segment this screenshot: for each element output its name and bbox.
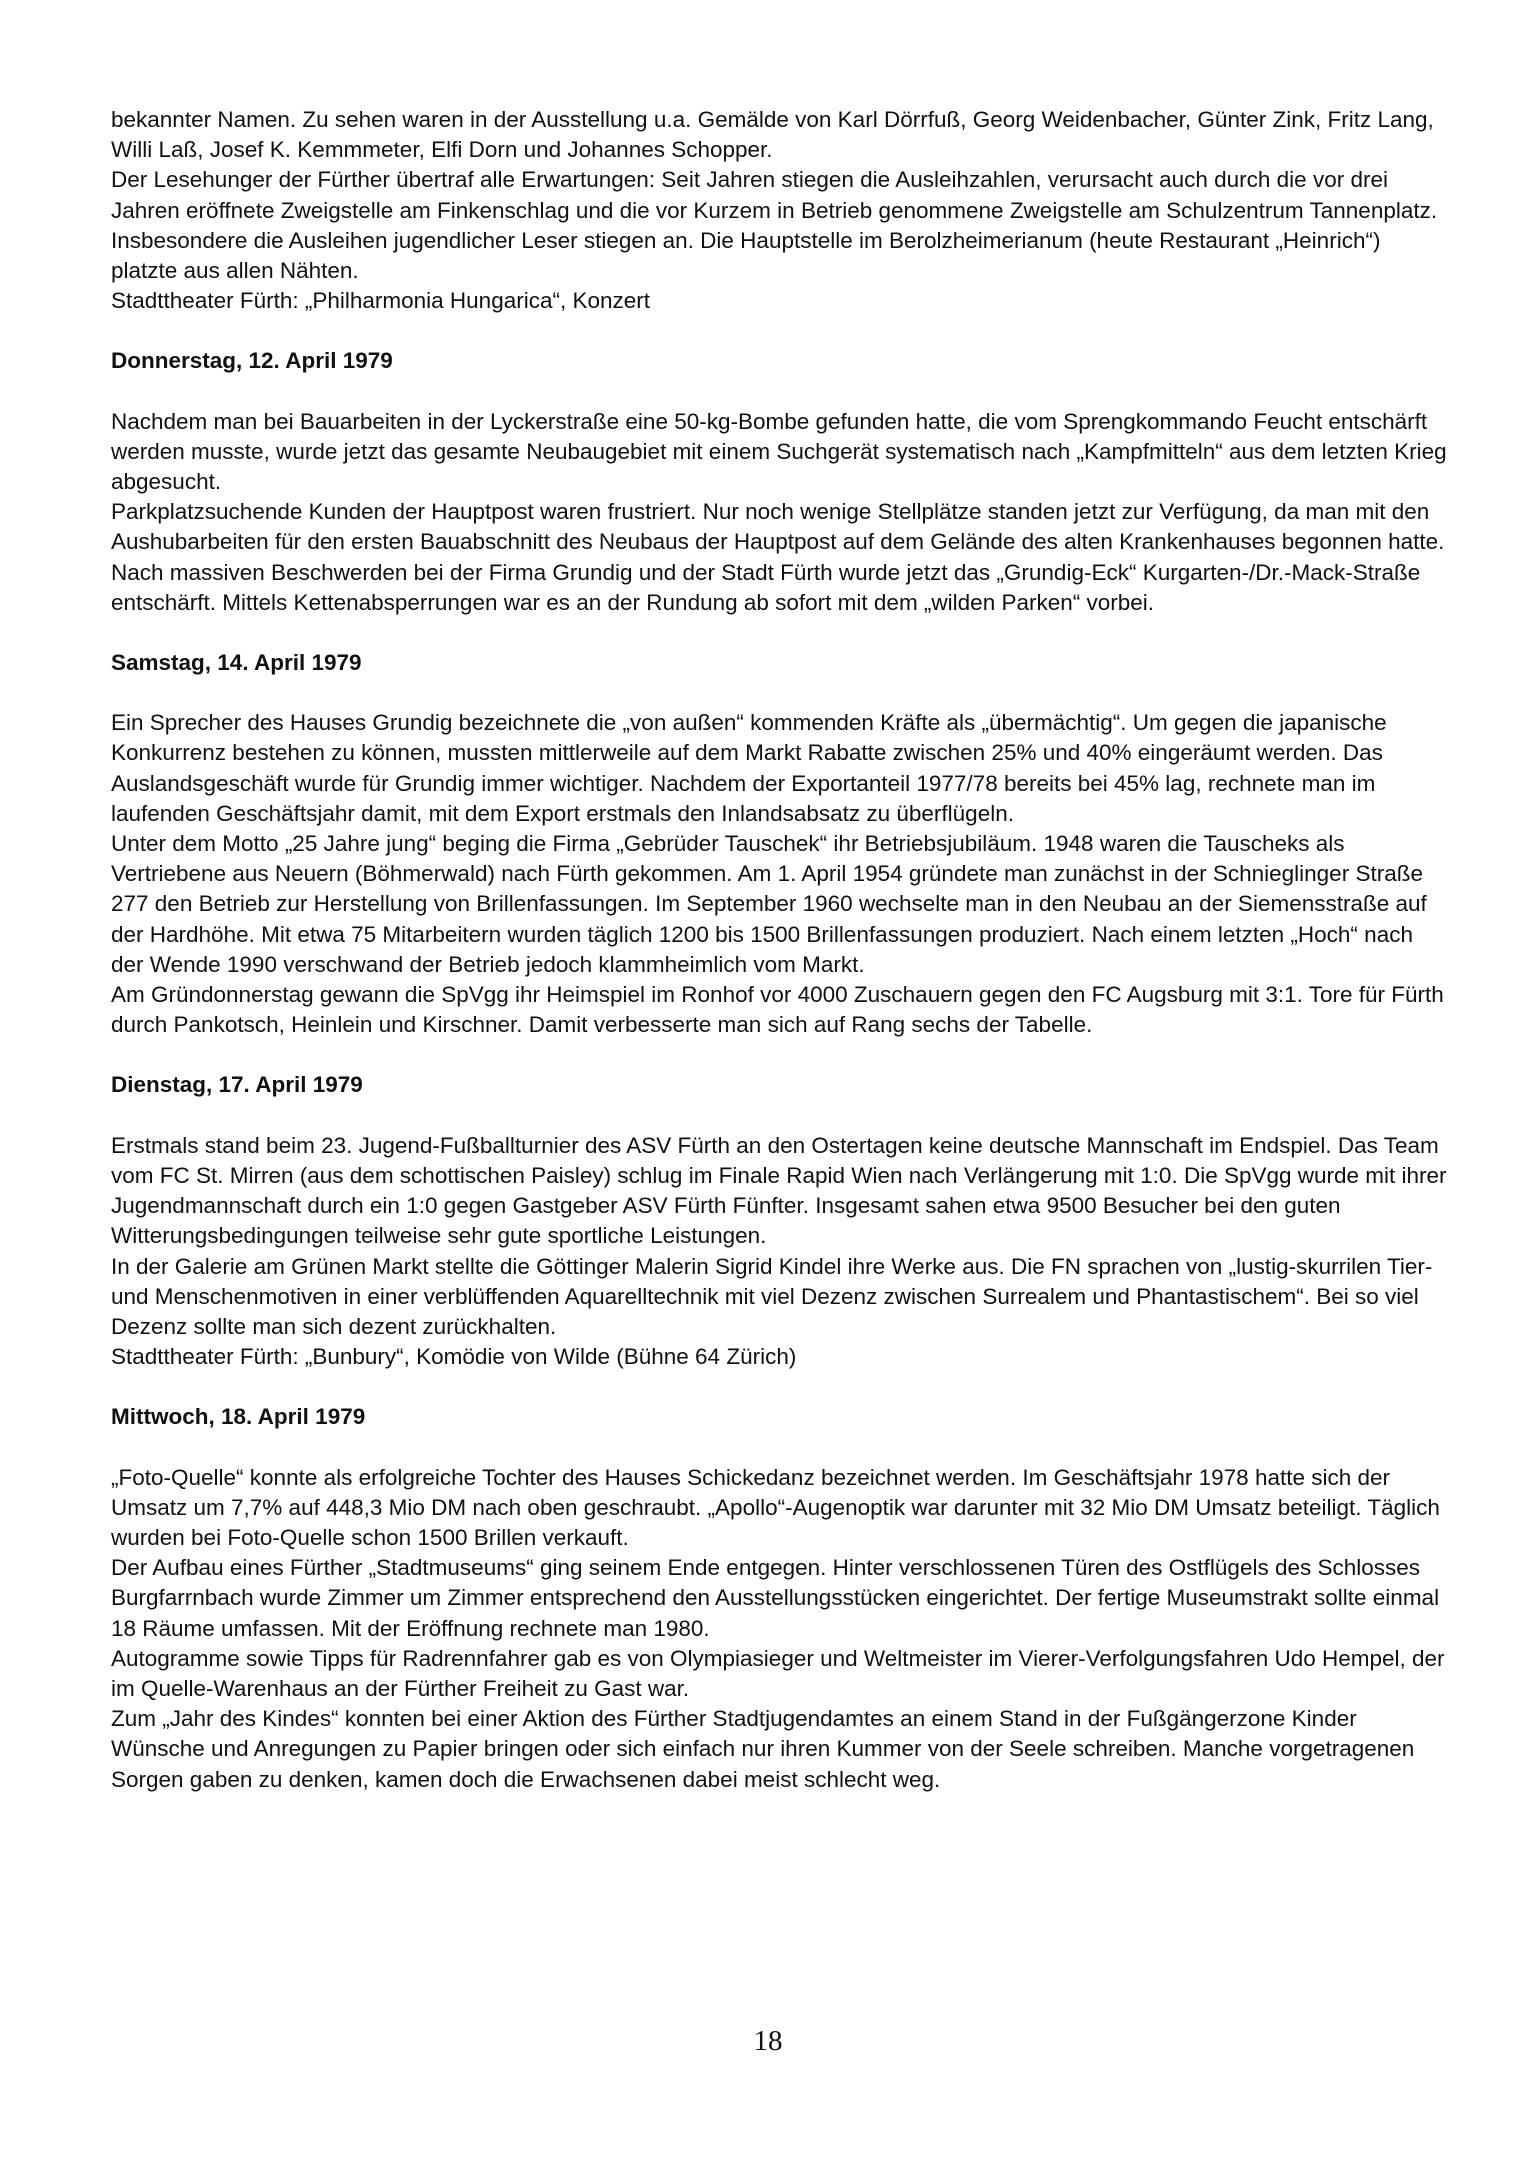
paragraph: Nachdem man bei Bauarbeiten in der Lyckerstraße eine 50-kg-Bombe gefunden hatte, die vom Sprengkommando Feucht entschärft werden musste, wurde jetzt das gesamte Neubaugebiet mit einem Suchgerät systematisch nach „Kampfmitteln“ aus dem letzten Krieg abgesucht. [111,408,1447,495]
date-heading: Donnerstag, 12. April 1979 [111,348,393,374]
paragraph: bekannter Namen. Zu sehen waren in der Ausstellung u.a. Gemälde von Karl Dörrfuß, Georg Weidenbacher, Günter Zink, Fritz Lang, Willi Laß, Josef K. Kemmmeter, Elfi Dorn und Johannes Schopper. [111,107,1434,163]
paragraph: „Foto-Quelle“ konnte als erfolgreiche Tochter des Hauses Schickedanz bezeichnet werden. Im Geschäftsjahr 1978 hatte sich der Umsatz um 7,7% auf 448,3 Mio DM nach oben geschraubt. „Apollo“-Augenoptik war darunter mit 32 Mio DM Umsatz beteiligt. Täglich wurden bei Foto-Quelle schon 1500 Brillen verkauft. [111,1464,1440,1550]
paragraph: In der Galerie am Grünen Markt stellte die Göttinger Malerin Sigrid Kindel ihre Werke aus. Die FN sprachen von „lustig-skurrilen Tier- und Menschenmotiven in einer verblüffenden Aquarelltechnik mit viel Dezenz zwischen Surrealem und Phantastischem“. Bei so viel Dezenz sollte man sich dezent zurückhalten. [111,1253,1433,1339]
paragraph: Stadttheater Fürth: „Bunbury“, Komödie von Wilde (Bühne 64 Zürich) [111,1344,797,1370]
paragraph: Autogramme sowie Tipps für Radrennfahrer gab es von Olympiasieger und Weltmeister im Vierer-Verfolgungsfahren Udo Hempel, der im Quelle-Warenhaus an der Fürther Freiheit zu Gast war. [111,1645,1445,1701]
date-heading: Dienstag, 17. April 1979 [111,1072,363,1098]
paragraph: Ein Sprecher des Hauses Grundig bezeichnete die „von außen“ kommenden Kräfte als „übermächtig“. Um gegen die japanische Konkurrenz bestehen zu können, mussten mittlerweile auf dem Markt Rabatte zwischen 25% und 40% eingeräumt werden. Das Auslandsgeschäft wurde für Grundig immer wichtiger. Nachdem der Exportanteil 1977/78 bereits bei 45% lag, rechnete man im laufenden Geschäftsjahr damit, mit dem Export erstmals den Inlandsabsatz zu überflügeln. [111,710,1387,826]
paragraph: Parkplatzsuchende Kunden der Hauptpost waren frustriert. Nur noch wenige Stellplätze standen jetzt zur Verfügung, da man mit den Aushubarbeiten für den ersten Bauabschnitt des Neubaus der Hauptpost auf dem Gelände des alten Krankenhauses begonnen hatte. [111,499,1445,555]
paragraph: Unter dem Motto „25 Jahre jung“ beging die Firma „Gebrüder Tauschek“ ihr Betriebsjubiläum. 1948 waren die Tauscheks als Vertriebene aus Neuern (Böhmerwald) nach Fürth gekommen. Am 1. April 1954 gründete man zunächst in der Schnieglinger Straße 277 den Betrieb zur Herstellung von Brillenfassungen. Im September 1960 wechselte man in den Neubau an der Siemensstraße auf der Hardhöhe. Mit etwa 75 Mitarbeitern wurden täglich 1200 bis 1500 Brillenfassungen produziert. Nach einem letzten „Hoch“ nach der Wende 1990 verschwand der Betrieb jedoch klammheimlich vom Markt. [111,831,1427,977]
page-number: 18 [753,2025,783,2057]
document-body [111,105,1451,1795]
paragraph: Zum „Jahr des Kindes“ konnten bei einer Aktion des Fürther Stadtjugendamtes an einem Stand in der Fußgängerzone Kinder Wünsche und Anregungen zu Papier bringen oder sich einfach nur ihren Kummer von der Seele schreiben. Manche vorgetragenen Sorgen gaben zu denken, kamen doch die Erwachsenen dabei meist schlecht weg. [111,1706,1415,1792]
date-heading: Samstag, 14. April 1979 [111,650,362,676]
paragraph: Stadttheater Fürth: „Philharmonia Hungarica“, Konzert [111,288,651,314]
paragraph: Nach massiven Beschwerden bei der Firma Grundig und der Stadt Fürth wurde jetzt das „Grundig-Eck“ Kurgarten-/Dr.-Mack-Straße entschärft. Mittels Kettenabsperrungen war es an der Rundung ab sofort mit dem „wilden Parken“ vorbei. [111,559,1421,615]
paragraph: Erstmals stand beim 23. Jugend-Fußballturnier des ASV Fürth an den Ostertagen keine deutsche Mannschaft im Endspiel. Das Team vom FC St. Mirren (aus dem schottischen Paisley) schlug im Finale Rapid Wien nach Verlängerung mit 1:0. Die SpVgg wurde mit ihrer Jugendmannschaft durch ein 1:0 gegen Gastgeber ASV Fürth Fünfter. Insgesamt sahen etwa 9500 Besucher bei den guten Witterungsbedingungen teilweise sehr gute sportliche Leistungen. [111,1132,1447,1249]
date-heading: Mittwoch, 18. April 1979 [111,1404,366,1430]
paragraph: Der Aufbau eines Fürther „Stadtmuseums“ ging seinem Ende entgegen. Hinter verschlossenen Türen des Ostflügels des Schlosses Burgfarrnbach wurde Zimmer um Zimmer entsprechend den Ausstellungsstücken eingerichtet. Der fertige Museumstrakt sollte einmal 18 Räume umfassen. Mit der Eröffnung rechnete man 1980. [111,1555,1440,1641]
paragraph: Der Lesehunger der Fürther übertraf alle Erwartungen: Seit Jahren stiegen die Ausleihzahlen, verursacht auch durch die vor drei Jahren eröffnete Zweigstelle am Finkenschlag und die vor Kurzem in Betrieb genommene Zweigstelle am Schulzentrum Tannenplatz. Insbesondere die Ausleihen jugendlicher Leser stiegen an. Die Hauptstelle im Berolzheimerianum (heute Restaurant „Heinrich“) platzte aus allen Nähten. [111,167,1438,284]
paragraph: Am Gründonnerstag gewann die SpVgg ihr Heimspiel im Ronhof vor 4000 Zuschauern gegen den FC Augsburg mit 3:1. Tore für Fürth durch Pankotsch, Heinlein und Kirschner. Damit verbesserte man sich auf Rang sechs der Tabelle. [111,982,1444,1038]
